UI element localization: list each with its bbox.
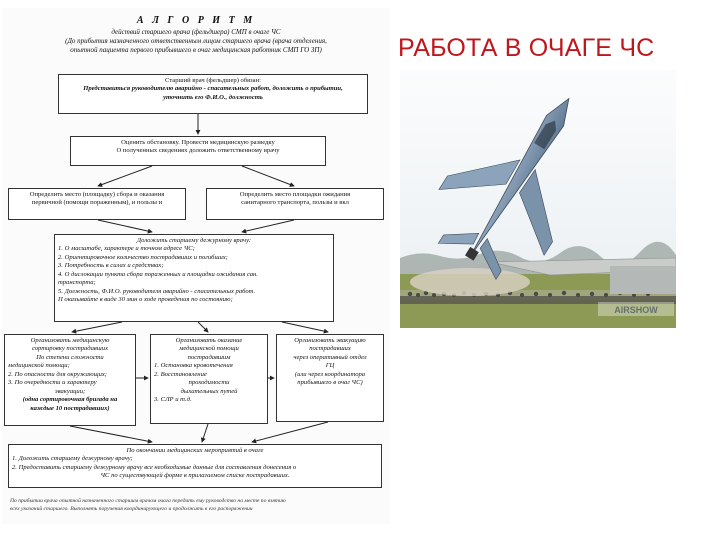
box7-line: медицинской помощи (179, 345, 239, 353)
box7-line: 1. Остановка кровотечения (154, 362, 233, 370)
box8-line: прибывшего в очаг ЧС) (297, 379, 363, 387)
box6-line: 2. По опасности для окружающих; (8, 370, 107, 378)
arrow-box5-box7 (198, 322, 208, 332)
arrow-box4-box5 (242, 220, 294, 232)
box1-line-3: уточнить его Ф.И.О., должность (163, 93, 263, 101)
box6-line: Организовать медицинскую (30, 337, 110, 344)
arrow-box8-box9 (252, 422, 328, 442)
algorithm-title: А Л Г О Р И Т М (136, 15, 256, 26)
algorithm-subtitle: действий старшего врача (фельдшера) СМП в очаге ЧС (111, 27, 281, 36)
box6-line: 3. По очередности и характеру (8, 379, 97, 387)
box7-line: проходимости (188, 379, 230, 387)
crash-photo-illustration (400, 70, 676, 328)
box6-line: (одна сортировочная бригада на (22, 396, 118, 404)
box5-item: П оказывайте в виде 30 мин о ходе проведения по состоянию; (58, 296, 233, 304)
box9-line-3: ЧС по существующей форме в прилагаемом списке пострадавших. (100, 472, 290, 480)
box4-line-2: санитарного транспорта, пользы и вкл (241, 199, 349, 207)
box3-line-2: первичной (помощи пораженным), и пользы и (31, 199, 163, 207)
arrow-box6-box9 (70, 426, 152, 442)
box9-heading: По окончании медицинских мероприятий в очаге (126, 447, 264, 454)
arrow-box5-box6 (72, 322, 122, 332)
box7-line: Организовать оказание (175, 337, 243, 344)
box8-line: пострадавших (309, 345, 351, 353)
box7-line: пострадавшим (187, 353, 231, 361)
algorithm-note-1: (До прибытия назначенного ответственным лицом старшего врача (врача отделения, (65, 36, 327, 45)
box7-line: 3. СЛР и т.д. (154, 396, 192, 404)
arrow-box2-box4 (242, 166, 294, 186)
box3-line-1: Определить место (площадку) сбора и оказания (29, 191, 165, 198)
box6-line: каждые 10 пострадавших) (30, 404, 110, 412)
arrow-box2-box3 (98, 166, 152, 186)
box9-line-2: 2. Предоставить старшему дежурному врачу все необходимые данные для составления донесения о (12, 463, 297, 471)
arrow-box7-box9 (202, 424, 208, 442)
algorithm-note-2: опытной пациента первого прибывшего в очаг медицинская работник СМП ГО ЗП) (70, 46, 322, 55)
slide-title: РАБОТА В ОЧАГЕ ЧС (398, 34, 655, 62)
footnote-line-2: всех указаний старшего. Выполнять поручения координирующего и продолжить в его распоряжении (10, 505, 253, 512)
crash-photo (400, 70, 676, 328)
box5-item: транспорта; (58, 279, 96, 287)
box8-line: ГЦ (325, 362, 335, 370)
box5-heading: Доложить старшему дежурному врачу: (136, 237, 252, 244)
dust-cloud (410, 268, 530, 296)
box1-line-2: Представиться руководителю аварийно - спасательных работ, доложить о прибытии, (83, 85, 343, 93)
box5-item: 2. Ориентировочное количество пострадавших и погибших; (58, 253, 228, 261)
footnote-line-1: По прибытии врача опытной назначенного старшим врачом очага передать ему руководство на месте по взятию (10, 498, 286, 504)
box8-line: (или через координатора (294, 370, 366, 378)
box2-line-1: Оценить обстановку. Провести медицинскую разведку (121, 139, 275, 146)
box6-line: медицинской помощи; (8, 362, 70, 370)
box5-item: 1. О масштабе, характере и точном адресе ЧС; (58, 245, 195, 253)
photo-watermark: AIRSHOW (614, 305, 658, 315)
box8-line: Организовать эвакуацию (294, 337, 366, 344)
box5-item: 3. Потребность в силах и средствах; (58, 262, 164, 270)
algorithm-flowchart (2, 8, 390, 524)
flowchart-connectors (2, 8, 390, 524)
box5-item: 4. О дислокации пункта сбора пораженных и площадки ожидания сан. (58, 270, 258, 278)
box6-line: сортировку пострадавших (31, 345, 108, 353)
box5-item: 5. Должность, Ф.И.О. руководителя аварийно - спасательных работ. (58, 287, 256, 295)
box7-line: дыхательных путей (180, 387, 238, 395)
box8-line: через оперативный отдел (293, 353, 367, 361)
box2-line-2: О полученных сведениях доложить ответственному врачу (116, 147, 280, 155)
box7-line: 2. Восстановление (154, 370, 207, 378)
box9-line-1: 1. Доложить старшему дежурному врачу; (12, 455, 133, 463)
arrow-box3-box5 (98, 220, 152, 232)
box1-line-1: Старший врач (фельдшер) обязан: (165, 77, 261, 84)
box6-line: По степени сложности (36, 353, 104, 361)
arrow-box5-box8 (282, 322, 328, 332)
box4-line-1: Определить место площадки ожидания (239, 191, 351, 198)
box6-line: эвакуации; (54, 387, 86, 395)
